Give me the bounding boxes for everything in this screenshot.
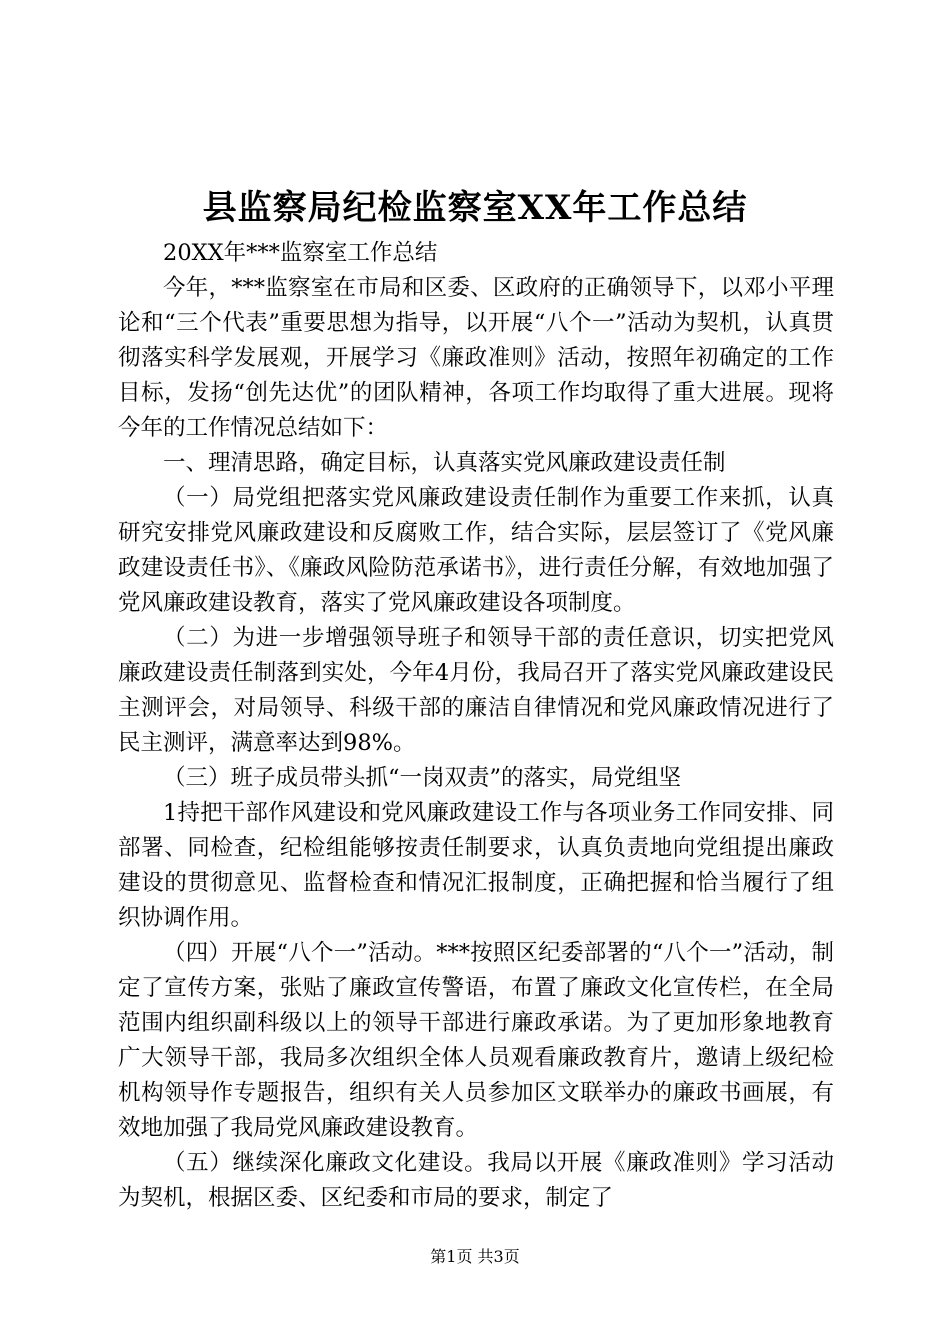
document-title: 县监察局纪检监察室XX年工作总结: [202, 188, 748, 228]
paragraph-item-4: （四）开展“八个一”活动。***按照区纪委部署的“八个一”活动，制定了宣传方案，张贴了廉政宣传警语，布置了廉政文化宣传栏，在全局范围内组织副科级以上的领导干部进行廉政承诺。为了更加形象地教育广大领导干部，我局多次组织全体人员观看廉政教育片，邀请上级纪检机构领导作专题报告，组织有关人员参加区文联举办的廉政书画展，有效地加强了我局党风廉政建设教育。: [118, 940, 834, 1141]
paragraph-item-1: （一）局党组把落实党风廉政建设责任制作为重要工作来抓，认真研究安排党风廉政建设和反腐败工作，结合实际，层层签订了《党风廉政建设责任书》、《廉政风险防范承诺书》，进行责任分解，有效地加强了党风廉政建设教育，落实了党风廉政建设各项制度。: [118, 485, 834, 616]
paragraph-item-5: （五）继续深化廉政文化建设。我局以开展《廉政准则》学习活动为契机，根据区委、区纪委和市局的要求，制定了: [118, 1150, 834, 1211]
document-body: [118, 236, 834, 1216]
paragraph-item-3: （三）班子成员带头抓“一岗双责”的落实，局党组坚: [163, 765, 682, 791]
paragraph-item-3-cont: 1持把干部作风建设和党风廉政建设工作与各项业务工作同安排、同部署、同检查，纪检组能够按责任制要求，认真负责地向党组提出廉政建设的贯彻意见、监督检查和情况汇报制度，正确把握和恰当履行了组织协调作用。: [118, 800, 834, 931]
paragraph-intro: 今年，***监察室在市局和区委、区政府的正确领导下，以邓小平理论和“三个代表”重要思想为指导，以开展“八个一”活动为契机，认真贯彻落实科学发展观，开展学习《廉政准则》活动，按照年初确定的工作目标，发扬“创先达优”的团队精神，各项工作均取得了重大进展。现将今年的工作情况总结如下：: [118, 275, 834, 441]
page-indicator: 第1页 共3页: [430, 1247, 520, 1266]
paragraph-subtitle: 20XX年***监察室工作总结: [163, 240, 438, 266]
paragraph-item-2: （二）为进一步增强领导班子和领导干部的责任意识，切实把党风廉政建设责任制落到实处，今年4月份，我局召开了落实党风廉政建设民主测评会，对局领导、科级干部的廉洁自律情况和党风廉政情况进行了民主测评，满意率达到98%。: [118, 625, 834, 756]
section-heading-1: 一、理清思路，确定目标，认真落实党风廉政建设责任制: [163, 450, 726, 476]
